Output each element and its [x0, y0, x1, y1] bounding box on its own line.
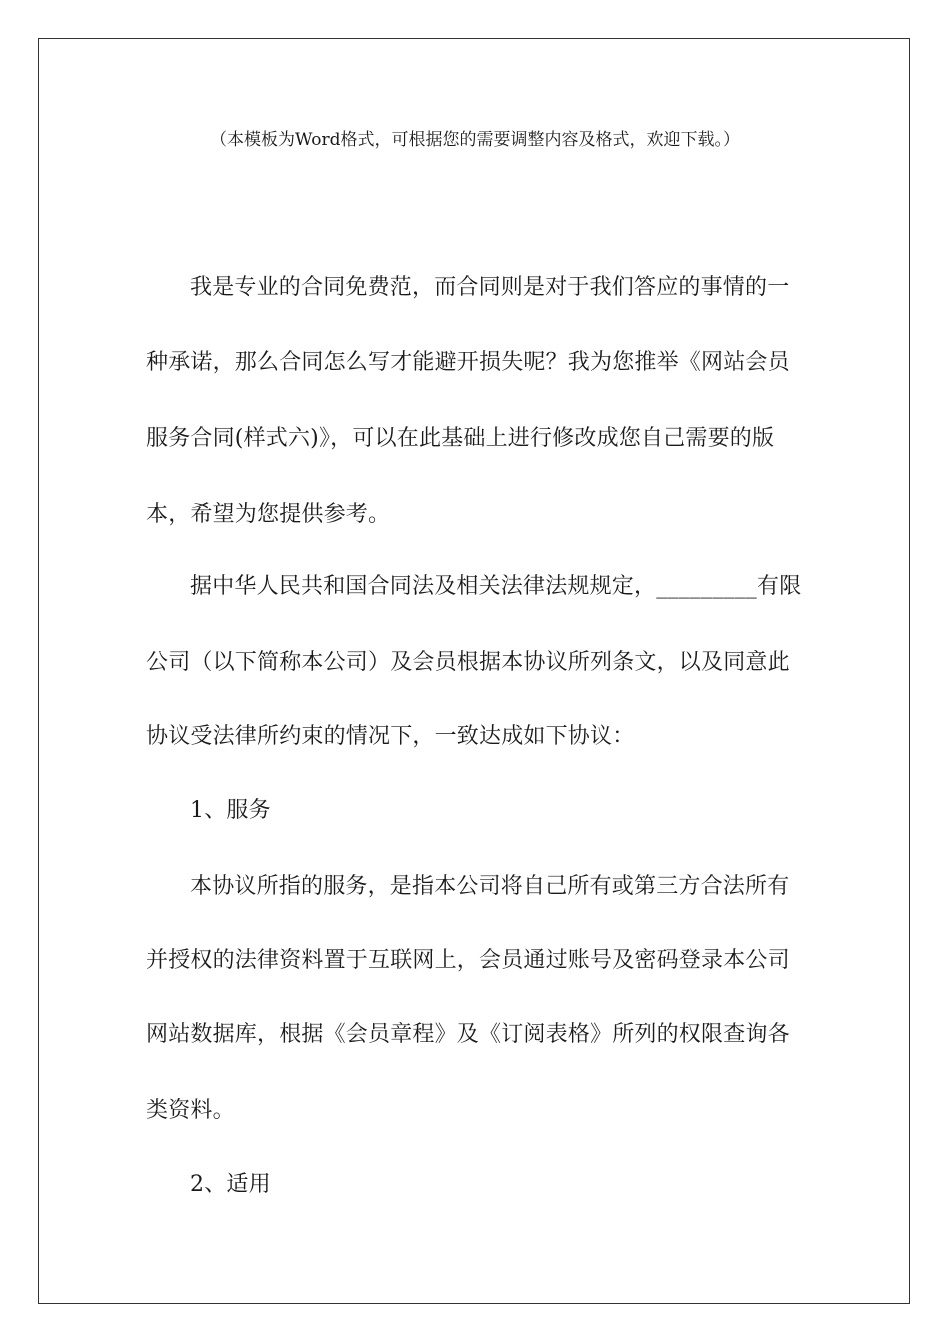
paragraph-intro-line: 我是专业的合同免费范，而合同则是对于我们答应的事情的一 [190, 275, 790, 300]
paragraph-service-line: 类资料。 [146, 1098, 235, 1123]
paragraph-service-line: 网站数据库，根据《会员章程》及《订阅表格》所列的权限查询各 [146, 1022, 790, 1047]
section-heading-service: 1、服务 [190, 798, 271, 823]
paragraph-service-line: 并授权的法律资料置于互联网上，会员通过账号及密码登录本公司 [146, 948, 790, 973]
paragraph-intro-line: 本，希望为您提供参考。 [146, 502, 391, 527]
template-notice: （本模板为Word格式，可根据您的需要调整内容及格式，欢迎下载。） [209, 130, 741, 150]
paragraph-preamble-line: 协议受法律所约束的情况下，一致达成如下协议： [146, 724, 635, 749]
paragraph-service-line: 本协议所指的服务，是指本公司将自己所有或第三方合法所有 [190, 874, 790, 899]
paragraph-preamble-line: 据中华人民共和国合同法及相关法律法规规定，_________有限 [190, 574, 802, 599]
paragraph-intro-line: 种承诺，那么合同怎么写才能避开损失呢？我为您推举《网站会员 [146, 350, 790, 375]
section-heading-applicability: 2、适用 [190, 1172, 271, 1197]
paragraph-preamble-line: 公司（以下简称本公司）及会员根据本协议所列条文，以及同意此 [146, 650, 790, 675]
paragraph-intro-line: 服务合同(样式六)》，可以在此基础上进行修改成您自己需要的版 [146, 426, 775, 451]
